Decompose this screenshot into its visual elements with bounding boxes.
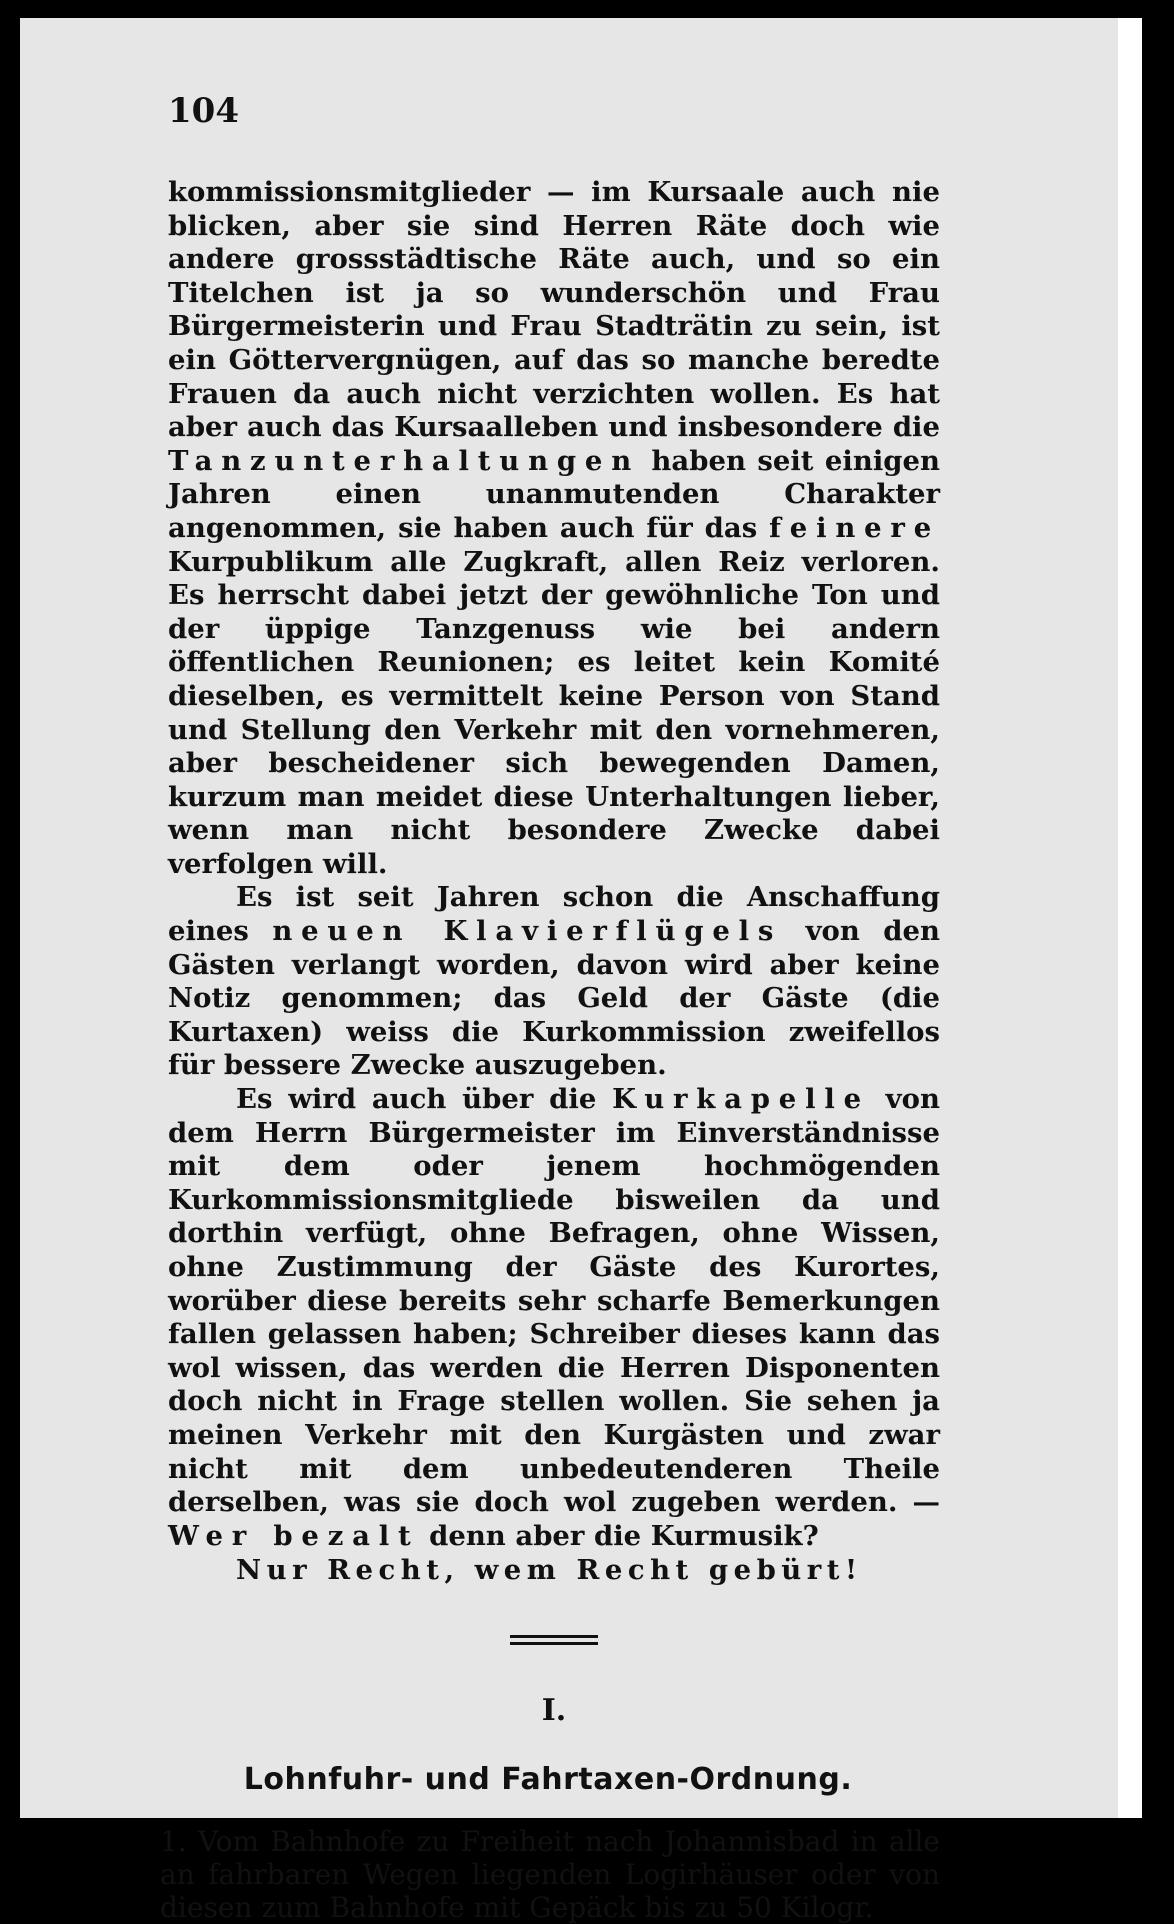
divider-line-top xyxy=(510,1635,598,1638)
paragraph-3-spaced-2: Wer bezalt xyxy=(168,1519,420,1552)
page-edge xyxy=(1118,18,1142,1818)
section-number: I. xyxy=(541,1693,567,1729)
paragraph-1-spaced-1: Tanzunterhaltungen xyxy=(168,444,641,477)
tariff-item-1: 1. Vom Bahnhofe zu Freiheit nach Johannisbad in alle an fahrbaren Wegen liegenden Logirhäuser oder von diesen zum Bahnhofe mit Gepäck bis zu 50 Kilogr. xyxy=(160,1825,940,1924)
paragraph-1-text-c: Kurpublikum alle Zugkraft, allen Reiz verloren. Es herrscht dabei jetzt der gewöhnliche Ton und der üppige Tanzgenuss wie bei andern öffentlichen Reunionen; es leitet kein Komité dieselben, es vermittelt keine Person von Stand und Stellung den Verkehr mit den vornehmeren, aber bescheidener sich bewegenden Damen, kurzum man meidet diese Unterhaltungen lieber, wenn man nicht besondere Zwecke dabei verfolgen will. xyxy=(168,545,940,880)
paragraph-3-text-c: denn aber die Kurmusik? xyxy=(419,1519,819,1552)
paragraph-1 xyxy=(168,176,940,881)
paragraph-2-text-a: Es ist seit Jahren schon die Anschaffung eines xyxy=(168,881,940,948)
page-content xyxy=(160,91,940,1924)
paragraph-2-spaced-1: neuen Klavierflügels xyxy=(272,915,783,948)
divider-line-bottom xyxy=(510,1642,598,1645)
book-page xyxy=(20,18,1142,1924)
page-number: 104 xyxy=(168,91,239,131)
paragraph-3 xyxy=(168,1083,940,1553)
paragraph-3-text-a: Es wird auch über die xyxy=(236,1083,613,1116)
section-divider xyxy=(510,1631,598,1645)
section-heading: Lohnfuhr- und Fahrtaxen-Ordnung. xyxy=(243,1762,853,1798)
paragraph-1-spaced-2: feinere xyxy=(769,511,940,544)
paragraph-1-text-a: kommissionsmitglieder — im Kursaale auch nie blicken, aber sie sind Herren Räte doch wie andere grossstädtische Räte auch, und so ein Titelchen ist ja so wunderschön und Frau Bürgermeisterin und Frau Stadträtin zu sein, ist ein Göttervergnügen, auf das so manche beredte Frauen da auch nicht verzichten wollen. Es hat aber auch das Kursaalleben und insbesondere die xyxy=(168,176,940,444)
paragraph-2-text-b: von den Gästen verlangt worden, davon wird aber keine Notiz genommen; das Geld der Gäste (die Kurtaxen) weiss die Kurkommission zweifellos für bessere Zwecke auszugeben. xyxy=(168,915,940,1082)
paragraph-1-text-b: haben seit einigen Jahren einen unanmutenden Charakter angenommen, sie haben auch für das xyxy=(168,444,940,544)
paragraph-3-spaced-1: Kurkapelle xyxy=(612,1083,870,1116)
paragraph-3-text-b: von dem Herrn Bürgermeister im Einverständnisse mit dem oder jenem hochmögenden Kurkommissionsmitgliede bisweilen da und dorthin verfügt, ohne Befragen, ohne Wissen, ohne Zustimmung der Gäste des Kurortes, worüber diese bereits sehr scharfe Bemerkungen fallen gelassen haben; Schreiber dieses kann das wol wissen, das werden die Herren Disponenten doch nicht in Frage stellen wollen. Sie sehen ja meinen Verkehr mit den Kurgästen und zwar nicht mit dem unbedeutenderen Theile derselben, was sie doch wol zugeben werden. — xyxy=(168,1083,940,1519)
paragraph-2 xyxy=(168,881,940,1083)
closing-line xyxy=(236,1553,940,1587)
closing-line-text: Nur Recht, wem Recht gebürt! xyxy=(236,1554,863,1587)
